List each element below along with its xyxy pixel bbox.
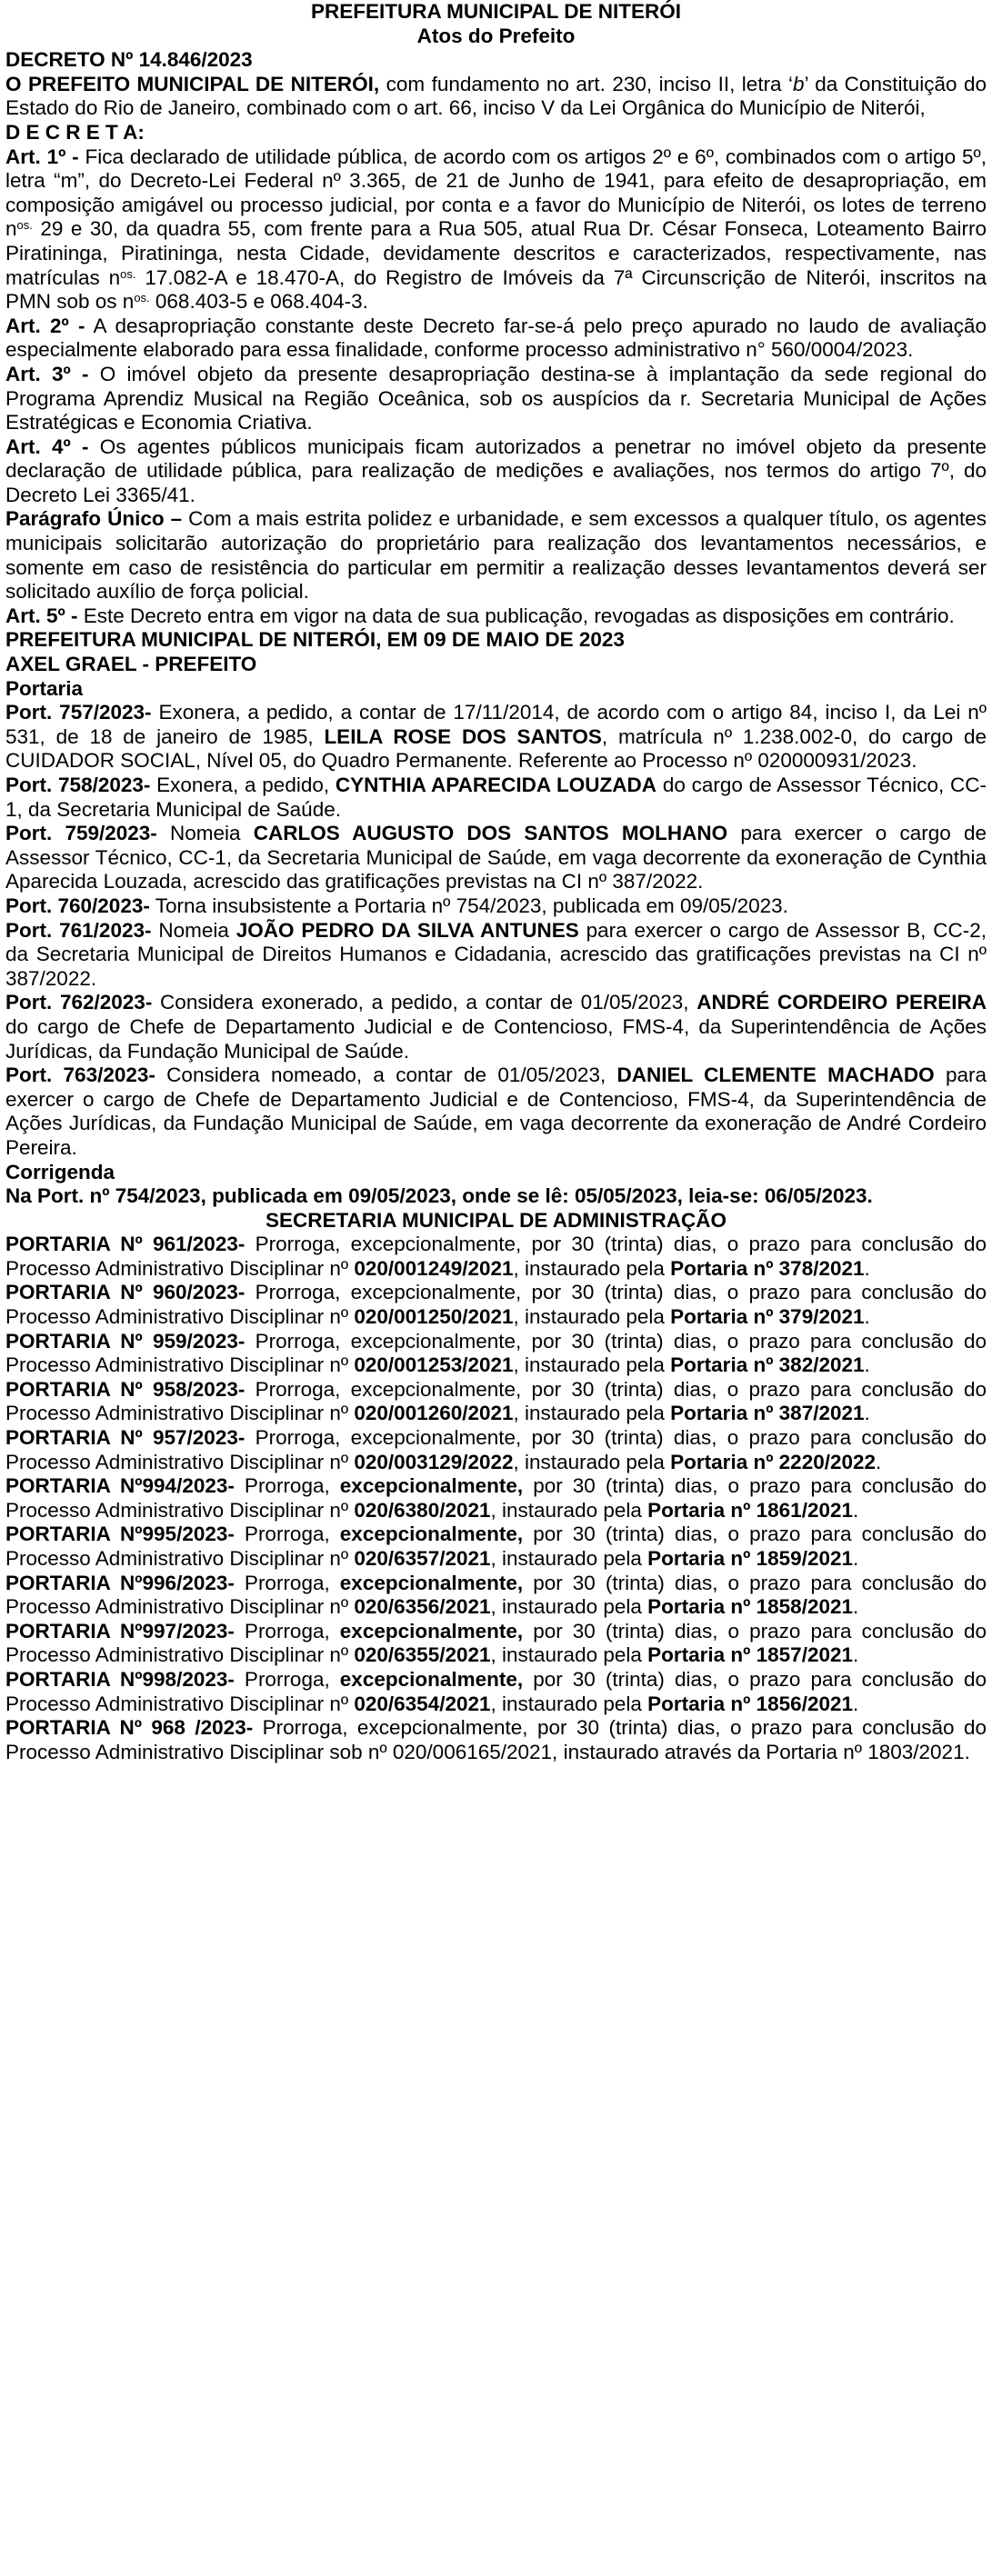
decree-article-5: Art. 5º - Este Decreto entra em vigor na data de sua publicação, revogadas as disposições em contrário. xyxy=(5,604,955,627)
decree-paragraph-unico: Parágrafo Único – Com a mais estrita polidez e urbanidade, e sem excessos a qualquer título, os agentes municipais solicitarão autorização do proprietário para realização dos levantamentos necessários, e somente em caso de resistência do particular em permitir a realização desses levantamentos deverá ser solicitado auxílio de força policial. xyxy=(5,507,987,604)
decree-signoff-mayor: AXEL GRAEL - PREFEITO xyxy=(5,653,257,676)
sma-portaria-961: PORTARIA Nº 961/2023- Prorroga, excepcionalmente, por 30 (trinta) dias, o prazo para conclusão do Processo Administrativo Disciplinar nº 020/001249/2021, instaurado pela Portaria nº 378/2021. xyxy=(5,1233,987,1280)
corrigenda-heading: Corrigenda xyxy=(5,1160,115,1183)
page-header-subtitle: Atos do Prefeito xyxy=(416,24,576,47)
decree-preamble: O PREFEITO MUNICIPAL DE NITERÓI, com fundamento no art. 230, inciso II, letra ‘b’ da Constituição do Estado do Rio de Janeiro, combinado com o art. 66, inciso V da Lei Orgânica do Município de Niterói, xyxy=(5,72,987,120)
decree-number: DECRETO Nº 14.846/2023 xyxy=(5,48,253,72)
decree-article-1: Art. 1º - Fica declarado de utilidade pública, de acordo com os artigos 2º e 6º, combinados com o artigo 5º, letra “m”, do Decreto-Lei Federal nº 3.365, de 21 de Junho de 1941, para efeito de desapropriação, em composição amigável ou processo judicial, por conta e a favor do Município de Niterói, os lotes de terreno $n^{os.}$ 29 e 30, da quadra 55, com frente para a Rua 505, atual Rua Dr. César Fonseca, Loteamento Bairro Piratininga, Piratininga, nesta Cidade, devidamente descritos e caracterizados, respectivamente, nas matrículas $n^{os.}$ 17.082-A e 18.470-A, do Registro de Imóveis da 7ª Circunscrição de Niterói, inscritos na PMN sob os $n^{os.}$ 068.403-5 e 068.404-3. xyxy=(5,145,987,314)
portaria-763: Port. 763/2023- Considera nomeado, a contar de 01/05/2023, DANIEL CLEMENTE MACHADO para exercer o cargo de Chefe de Departamento Judicial e de Contencioso, FMS-4, da Superintendência de Ações Jurídicas, da Fundação Municipal de Saúde, em vaga decorrente da exoneração de André Cordeiro Pereira. xyxy=(5,1063,987,1159)
page-header-title: PREFEITURA MUNICIPAL DE NITERÓI xyxy=(310,0,682,23)
portaria-760: Port. 760/2023- Torna insubsistente a Portaria nº 754/2023, publicada em 09/05/2023. xyxy=(5,894,788,917)
preamble-mayor: O PREFEITO MUNICIPAL DE NITERÓI, xyxy=(5,72,380,95)
sma-portaria-994: PORTARIA Nº994/2023- Prorroga, excepcionalmente, por 30 (trinta) dias, o prazo para conclusão do Processo Administrativo Disciplinar nº 020/6380/2021, instaurado pela Portaria nº 1861/2021. xyxy=(5,1474,987,1522)
sma-heading: SECRETARIA MUNICIPAL DE ADMINISTRAÇÃO xyxy=(265,1208,727,1232)
decree-article-2: Art. 2º - A desapropriação constante deste Decreto far-se-á pelo preço apurado no laudo de avaliação especialmente elaborado para essa finalidade, conforme processo administrativo n° 560/0004/2023. xyxy=(5,314,987,362)
decree-decreta: D E C R E T A: xyxy=(5,120,145,144)
portaria-758: Port. 758/2023- Exonera, a pedido, CYNTHIA APARECIDA LOUZADA do cargo de Assessor Técnico, CC-1, da Secretaria Municipal de Saúde. xyxy=(5,774,987,821)
sma-portaria-957: PORTARIA Nº 957/2023- Prorroga, excepcionalmente, por 30 (trinta) dias, o prazo para conclusão do Processo Administrativo Disciplinar nº 020/003129/2022, instaurado pela Portaria nº 2220/2022. xyxy=(5,1426,987,1473)
sma-portaria-960: PORTARIA Nº 960/2023- Prorroga, excepcionalmente, por 30 (trinta) dias, o prazo para conclusão do Processo Administrativo Disciplinar nº 020/001250/2021, instaurado pela Portaria nº 379/2021. xyxy=(5,1281,987,1329)
sma-portaria-997: PORTARIA Nº997/2023- Prorroga, excepcionalmente, por 30 (trinta) dias, o prazo para conclusão do Processo Administrativo Disciplinar nº 020/6355/2021, instaurado pela Portaria nº 1857/2021. xyxy=(5,1619,987,1667)
decree-article-4: Art. 4º - Os agentes públicos municipais ficam autorizados a penetrar no imóvel objeto da presente declaração de utilidade pública, para realização de medições e avaliações, nos termos do artigo 7º, do Decreto Lei 3365/41. xyxy=(5,434,987,506)
portaria-762: Port. 762/2023- Considera exonerado, a pedido, a contar de 01/05/2023, ANDRÉ CORDEIRO PEREIRA do cargo de Chefe de Departamento Judicial e de Contencioso, FMS-4, da Superintendência de Ações Jurídicas, da Fundação Municipal de Saúde. xyxy=(5,991,987,1063)
decree-signoff-date: PREFEITURA MUNICIPAL DE NITERÓI, EM 09 DE MAIO DE 2023 xyxy=(5,628,625,652)
decree-article-3: Art. 3º - O imóvel objeto da presente desapropriação destina-se à implantação da sede regional do Programa Aprendiz Musical na Região Oceânica, sob os auspícios da r. Secretaria Municipal de Ações Estratégicas e Economia Criativa. xyxy=(5,362,987,434)
corrigenda-text: Na Port. nº 754/2023, publicada em 09/05/2023, onde se lê: 05/05/2023, leia-se: 06/05/2023. xyxy=(5,1184,873,1208)
portaria-heading: Portaria xyxy=(5,676,84,700)
sma-portaria-998: PORTARIA Nº998/2023- Prorroga, excepcionalmente, por 30 (trinta) dias, o prazo para conclusão do Processo Administrativo Disciplinar nº 020/6354/2021, instaurado pela Portaria nº 1856/2021. xyxy=(5,1667,987,1715)
sma-portaria-958: PORTARIA Nº 958/2023- Prorroga, excepcionalmente, por 30 (trinta) dias, o prazo para conclusão do Processo Administrativo Disciplinar nº 020/001260/2021, instaurado pela Portaria nº 387/2021. xyxy=(5,1377,987,1425)
sma-portaria-959: PORTARIA Nº 959/2023- Prorroga, excepcionalmente, por 30 (trinta) dias, o prazo para conclusão do Processo Administrativo Disciplinar nº 020/001253/2021, instaurado pela Portaria nº 382/2021. xyxy=(5,1329,987,1377)
sma-portaria-968: PORTARIA Nº 968 /2023- Prorroga, excepcionalmente, por 30 (trinta) dias, o prazo para conclusão do Processo Administrativo Disciplinar sob nº 020/006165/2021, instaurado através da Portaria nº 1803/2021. xyxy=(5,1716,987,1763)
portaria-757: Port. 757/2023- Exonera, a pedido, a contar de 17/11/2014, de acordo com o artigo 84, inciso I, da Lei nº 531, de 18 de janeiro de 1985, LEILA ROSE DOS SANTOS, matrícula nº 1.238.002-0, do cargo de CUIDADOR SOCIAL, Nível 05, do Quadro Permanente. Referente ao Processo nº 020000931/2023. xyxy=(5,701,987,773)
portaria-761: Port. 761/2023- Nomeia JOÃO PEDRO DA SILVA ANTUNES para exercer o cargo de Assessor B, CC-2, da Secretaria Municipal de Direitos Humanos e Cidadania, acrescido das gratificações previstas na CI nº 387/2022. xyxy=(5,918,987,990)
sma-portaria-995: PORTARIA Nº995/2023- Prorroga, excepcionalmente, por 30 (trinta) dias, o prazo para conclusão do Processo Administrativo Disciplinar nº 020/6357/2021, instaurado pela Portaria nº 1859/2021. xyxy=(5,1523,987,1570)
portaria-759: Port. 759/2023- Nomeia CARLOS AUGUSTO DOS SANTOS MOLHANO para exercer o cargo de Assessor Técnico, CC-1, da Secretaria Municipal de Saúde, em vaga decorrente da exoneração de Cynthia Aparecida Louzada, acrescido das gratificações previstas na CI nº 387/2022. xyxy=(5,822,987,894)
sma-portaria-996: PORTARIA Nº996/2023- Prorroga, excepcionalmente, por 30 (trinta) dias, o prazo para conclusão do Processo Administrativo Disciplinar nº 020/6356/2021, instaurado pela Portaria nº 1858/2021. xyxy=(5,1571,987,1619)
